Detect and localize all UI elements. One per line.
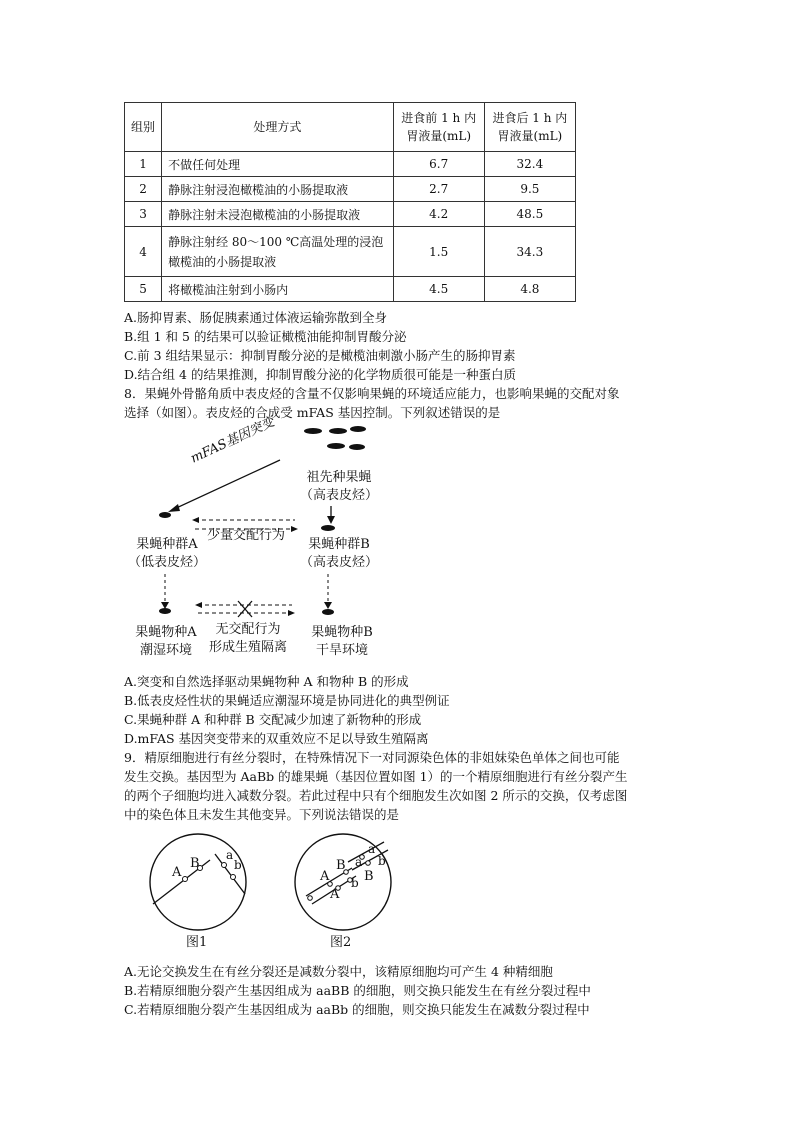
table-row bbox=[125, 177, 576, 202]
no-mating-line2: 形成生殖隔离 bbox=[208, 640, 287, 655]
cell-group: 1 bbox=[125, 152, 162, 177]
q7-option-a: A.肠抑胃素、肠促胰素通过体液运输弥散到全身 bbox=[124, 310, 388, 325]
popB-trait: （高表皮烃） bbox=[299, 555, 378, 570]
speciesB-label bbox=[296, 624, 388, 660]
popB-down-arrow-icon bbox=[324, 602, 332, 609]
table-row bbox=[125, 202, 576, 227]
fig2-label-A1: A bbox=[320, 869, 330, 884]
speciesB-fly-icon bbox=[322, 609, 334, 615]
cell-method: 不做任何处理 bbox=[162, 152, 394, 177]
popA-name: 果蝇种群A bbox=[136, 537, 198, 552]
mutation-label: mFAS基因突变 bbox=[188, 414, 277, 467]
q9-stem-line4: 中的染色体且未发生其他变异。下列说法错误的是 bbox=[124, 807, 400, 822]
popA-trait: （低表皮烃） bbox=[127, 555, 206, 570]
speciesB-env: 干旱环境 bbox=[315, 643, 368, 658]
fig1-label-B: B bbox=[190, 856, 200, 871]
table-row bbox=[125, 277, 576, 302]
mutation-arrow bbox=[172, 460, 280, 510]
cell-method: 静脉注射未浸泡橄榄油的小肠提取液 bbox=[162, 202, 394, 227]
down-arrow-icon bbox=[327, 516, 335, 524]
q9-option-b: B.若精原细胞分裂产生基因组成为 aaBB 的细胞，则交换只能发生在有丝分裂过程中 bbox=[124, 983, 591, 998]
fig1-caption: 图1 bbox=[186, 935, 208, 950]
ancestor-label bbox=[296, 469, 382, 505]
popB-name: 果蝇种群B bbox=[308, 537, 370, 552]
fig1-label-b: b bbox=[234, 858, 242, 872]
popB-label bbox=[294, 536, 384, 572]
table-row bbox=[125, 152, 576, 177]
cell-after: 34.3 bbox=[484, 227, 575, 277]
speciesA-env: 潮湿环境 bbox=[139, 643, 192, 658]
cell-circle bbox=[295, 834, 391, 930]
fig2-label-a1: a bbox=[355, 855, 363, 869]
q9-option-a: A.无论交换发生在有丝分裂还是减数分裂中，该精原细胞均可产生 4 种精细胞 bbox=[124, 964, 553, 979]
cell-method: 静脉注射经 80～100 ℃高温处理的浸泡橄榄油的小肠提取液 bbox=[162, 227, 394, 277]
cell-before: 4.5 bbox=[393, 277, 484, 302]
cross-icon bbox=[238, 601, 252, 617]
cell-method: 将橄榄油注射到小肠内 bbox=[162, 277, 394, 302]
cell-group: 3 bbox=[125, 202, 162, 227]
gene-b-locus bbox=[231, 875, 236, 880]
fig1-label-a: a bbox=[226, 848, 234, 862]
popB-fly-icon bbox=[321, 525, 335, 531]
gene-A-locus bbox=[183, 877, 188, 882]
no-mating-line1: 无交配行为 bbox=[215, 622, 281, 637]
cell-group: 5 bbox=[125, 277, 162, 302]
no-mating-label bbox=[202, 621, 294, 657]
cell-group: 4 bbox=[125, 227, 162, 277]
speciesB-name: 果蝇物种B bbox=[311, 625, 373, 640]
speciesA-name: 果蝇物种A bbox=[135, 625, 197, 640]
q8-option-d: D.mFAS 基因突变带来的双重效应不足以导致生殖隔离 bbox=[124, 731, 429, 746]
q8-option-c: C.果蝇种群 A 和种群 B 交配减少加速了新物种的形成 bbox=[124, 712, 422, 727]
fig2-label-A2: A bbox=[330, 887, 340, 902]
fig2-label-a2: a bbox=[368, 842, 376, 856]
speciesA-label bbox=[120, 624, 212, 660]
q8-stem-line1: 8．果蝇外骨骼角质中表皮烃的含量不仅影响果蝇的环境适应能力，也影响果蝇的交配对象 bbox=[124, 386, 620, 401]
figure-1 bbox=[145, 832, 255, 937]
q9-stem-line2: 发生交换。基因型为 AaBb 的雄果蝇（基因位置如图 1）的一个精原细胞进行有丝分裂产生 bbox=[124, 769, 628, 784]
popA-down-arrow-icon bbox=[161, 602, 169, 609]
header-before: 进食前 1 h 内 胃液量(mL) bbox=[393, 103, 484, 152]
cell-before: 2.7 bbox=[393, 177, 484, 202]
experiment-table bbox=[124, 102, 576, 302]
cell-group: 2 bbox=[125, 177, 162, 202]
speciesA-fly-icon bbox=[159, 608, 171, 614]
fig2-caption: 图2 bbox=[330, 935, 352, 950]
cell-after: 9.5 bbox=[484, 177, 575, 202]
fig2-label-B1: B bbox=[336, 858, 346, 873]
little-mating-label: 少量交配行为 bbox=[206, 528, 285, 543]
fig1-label-A: A bbox=[172, 865, 182, 880]
q7-option-d: D.结合组 4 的结果推测，抑制胃酸分泌的化学物质很可能是一种蛋白质 bbox=[124, 367, 516, 382]
q8-option-b: B.低表皮烃性状的果蝇适应潮湿环境是协同进化的典型例证 bbox=[124, 693, 450, 708]
fig2-label-b1: b bbox=[351, 876, 359, 890]
q9-option-c: C.若精原细胞分裂产生基因组成为 aaBb 的细胞，则交换只能发生在减数分裂过程中 bbox=[124, 1002, 590, 1017]
table-row bbox=[125, 227, 576, 277]
cell-after: 4.8 bbox=[484, 277, 575, 302]
header-method: 处理方式 bbox=[162, 103, 394, 152]
ancestor-name: 祖先种果蝇 bbox=[306, 470, 372, 485]
cell-after: 48.5 bbox=[484, 202, 575, 227]
q9-stem-line3: 的两个子细胞均进入减数分裂。若此过程中只有个细胞发生次如图 2 所示的交换，仅考虑图 bbox=[124, 788, 628, 803]
header-after: 进食后 1 h 内 胃液量(mL) bbox=[484, 103, 575, 152]
q8-option-a: A.突变和自然选择驱动果蝇物种 A 和物种 B 的形成 bbox=[124, 674, 409, 689]
cell-after: 32.4 bbox=[484, 152, 575, 177]
q9-stem-line1: 9．精原细胞进行有丝分裂时，在特殊情况下一对同源染色体的非姐妹染色单体之间也可能 bbox=[124, 750, 620, 765]
popA-label bbox=[122, 536, 212, 572]
cell-before: 6.7 bbox=[393, 152, 484, 177]
fig2-label-b2: b bbox=[378, 854, 386, 868]
cell-before: 4.2 bbox=[393, 202, 484, 227]
cell-before: 1.5 bbox=[393, 227, 484, 277]
fig2-label-B2: B bbox=[364, 869, 374, 884]
ancestor-trait: （高表皮烃） bbox=[299, 488, 378, 503]
header-group: 组别 bbox=[125, 103, 162, 152]
popA-fly-icon bbox=[159, 512, 171, 518]
figure-2 bbox=[290, 832, 400, 937]
ancestor-flies-icon bbox=[304, 426, 366, 450]
cell-method: 静脉注射浸泡橄榄油的小肠提取液 bbox=[162, 177, 394, 202]
q7-option-c: C.前 3 组结果显示：抑制胃酸分泌的是橄榄油刺激小肠产生的肠抑胃素 bbox=[124, 348, 516, 363]
q8-stem-line2: 选择（如图）。表皮烃的合成受 mFAS 基因控制。下列叙述错误的是 bbox=[124, 405, 501, 420]
q7-option-b: B.组 1 和 5 的结果可以验证橄榄油能抑制胃酸分泌 bbox=[124, 329, 407, 344]
table-header-row bbox=[125, 103, 576, 152]
